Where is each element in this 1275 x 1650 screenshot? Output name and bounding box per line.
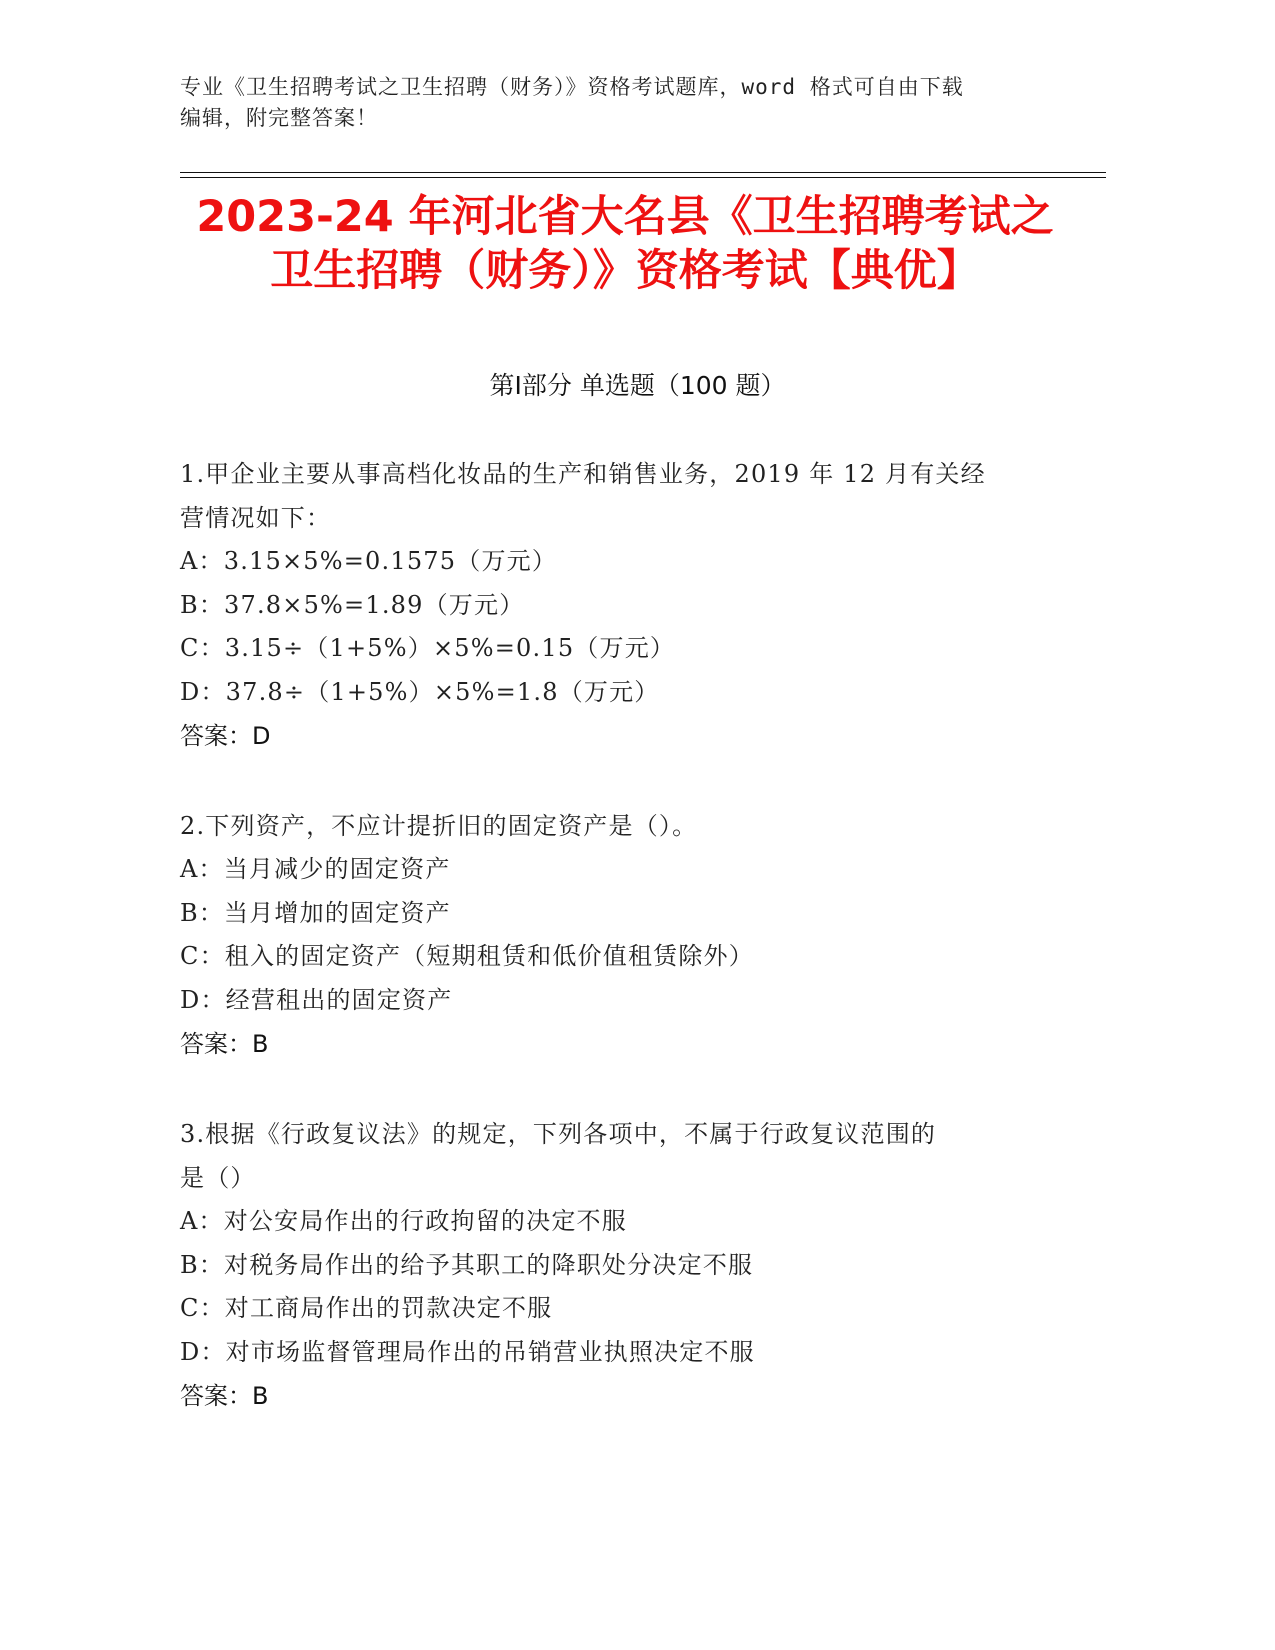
question-3 xyxy=(180,1112,1060,1418)
document-title-line-1: 2023-24 年河北省大名县《卫生招聘考试之 xyxy=(196,192,1054,242)
option-b: B：37.8×5%=1.89（万元） xyxy=(180,590,525,619)
question-stem: 1.甲企业主要从事高档化妆品的生产和销售业务，2019 年 12 月有关经 xyxy=(180,460,986,488)
option-b: B：当月增加的固定资产 xyxy=(180,898,451,927)
header-note-line-2: 编辑，附完整答案！ xyxy=(180,106,378,130)
document-title-line-2: 卫生招聘（财务）》资格考试【典优】 xyxy=(270,246,980,296)
question-stem: 3.根据《行政复议法》的规定，下列各项中，不属于行政复议范围的 xyxy=(180,1120,937,1148)
document-title xyxy=(120,190,1130,298)
option-a: A：当月减少的固定资产 xyxy=(180,855,451,883)
header-divider-top xyxy=(180,172,1106,173)
header-divider-bottom xyxy=(180,177,1106,178)
option-d: D：对市场监督管理局作出的吊销营业执照决定不服 xyxy=(180,1337,755,1366)
question-stem: 2.下列资产，不应计提折旧的固定资产是（）。 xyxy=(180,812,698,840)
question-list xyxy=(180,452,1060,1464)
option-b: B：对税务局作出的给予其职工的降职处分决定不服 xyxy=(180,1250,754,1279)
answer-label: 答案：D xyxy=(180,722,271,750)
header-note xyxy=(180,72,1060,134)
question-stem: 营情况如下： xyxy=(180,504,332,532)
option-c: C：3.15÷（1+5%）×5%=0.15（万元） xyxy=(180,634,676,662)
answer-label: 答案：B xyxy=(180,1030,269,1058)
answer-label: 答案：B xyxy=(180,1382,269,1410)
option-c: C：租入的固定资产（短期租赁和低价值租赁除外） xyxy=(180,942,754,970)
option-a: A：3.15×5%=0.1575（万元） xyxy=(180,547,558,575)
option-a: A：对公安局作出的行政拘留的决定不服 xyxy=(180,1207,627,1235)
header-note-line-1: 专业《卫生招聘考试之卫生招聘（财务）》资格考试题库，word 格式可自由下载 xyxy=(180,75,964,99)
option-d: D：经营租出的固定资产 xyxy=(180,985,453,1014)
question-stem: 是（） xyxy=(180,1164,256,1192)
section-heading: 第Ⅰ部分 单选题（100 题） xyxy=(489,371,786,400)
option-c: C：对工商局作出的罚款决定不服 xyxy=(180,1294,553,1322)
option-d: D：37.8÷（1+5%）×5%=1.8（万元） xyxy=(180,677,660,706)
question-2 xyxy=(180,804,1060,1066)
question-1 xyxy=(180,452,1060,758)
